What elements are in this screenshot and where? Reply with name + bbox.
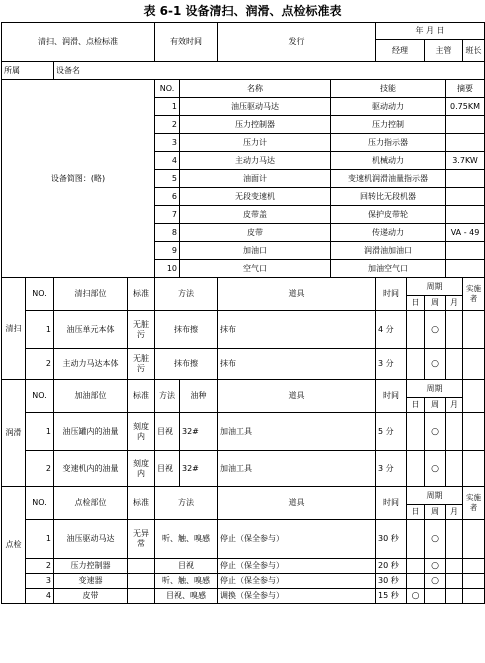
inspection-day-mark: ○ <box>407 589 425 604</box>
inspection-header-method: 方法 <box>155 487 218 520</box>
comp-no: 2 <box>155 116 180 134</box>
cleaning-header-executor: 实施者 <box>463 278 485 311</box>
inspection-executor-cell <box>463 520 485 559</box>
inspection-method: 目视 <box>155 559 218 574</box>
inspection-standard <box>128 559 155 574</box>
cleaning-method: 抹布擦 <box>155 349 218 380</box>
comp-name: 加油口 <box>180 242 331 260</box>
lubrication-header-method: 方法 <box>155 380 180 413</box>
inspection-part: 皮带 <box>54 589 128 604</box>
inspection-executor-cell <box>463 559 485 574</box>
comp-note <box>446 206 485 224</box>
cleaning-standard: 无脏污 <box>128 311 155 349</box>
cleaning-no: 1 <box>26 311 54 349</box>
inspection-tool: 停止（保全参与） <box>218 520 376 559</box>
comp-note: 0.75KM <box>446 98 485 116</box>
inspection-time: 20 秒 <box>376 559 407 574</box>
comp-name: 空气口 <box>180 260 331 278</box>
inspection-header-no: NO. <box>26 487 54 520</box>
lubrication-header-no: NO. <box>26 380 54 413</box>
inspection-header-time: 时间 <box>376 487 407 520</box>
comp-no: 10 <box>155 260 180 278</box>
inspection-header-part: 点检部位 <box>54 487 128 520</box>
cleaning-header-tool: 道具 <box>218 278 376 311</box>
cleaning-no: 2 <box>26 349 54 380</box>
comp-note <box>446 134 485 152</box>
inspection-time: 30 秒 <box>376 574 407 589</box>
inspection-header-month: 月 <box>446 505 463 520</box>
comp-no: 9 <box>155 242 180 260</box>
inspection-no: 2 <box>26 559 54 574</box>
lubrication-month-cell <box>446 451 463 487</box>
cleaning-part: 主动力马达本体 <box>54 349 128 380</box>
comp-no: 3 <box>155 134 180 152</box>
comp-note: 3.7KW <box>446 152 485 170</box>
lubrication-no: 1 <box>26 413 54 451</box>
inspection-executor-cell <box>463 574 485 589</box>
comp-function: 压力指示器 <box>331 134 446 152</box>
lubrication-tool: 加油工具 <box>218 413 376 451</box>
inspection-month-cell <box>446 520 463 559</box>
cleaning-label: 清扫 <box>2 278 26 380</box>
comp-no: 1 <box>155 98 180 116</box>
lubrication-standard: 刻度内 <box>128 413 155 451</box>
comp-function: 保护皮带轮 <box>331 206 446 224</box>
inspection-month-cell <box>446 574 463 589</box>
lubrication-header-oil: 油种 <box>180 380 218 413</box>
comp-name: 压力控制器 <box>180 116 331 134</box>
comp-note <box>446 260 485 278</box>
comp-header-no: NO. <box>155 80 180 98</box>
inspection-part: 变速器 <box>54 574 128 589</box>
comp-function: 传递动力 <box>331 224 446 242</box>
header-leader: 班长 <box>463 40 485 62</box>
inspection-header-day: 日 <box>407 505 425 520</box>
lubrication-no: 2 <box>26 451 54 487</box>
inspection-header-executor: 实施者 <box>463 487 485 520</box>
comp-function: 回转比无段机器 <box>331 188 446 206</box>
cleaning-time: 3 分 <box>376 349 407 380</box>
inspection-header-week: 周 <box>425 505 446 520</box>
cleaning-tool: 抹布 <box>218 311 376 349</box>
cleaning-month-cell <box>446 349 463 380</box>
lubrication-week-mark: ○ <box>425 413 446 451</box>
comp-no: 5 <box>155 170 180 188</box>
cleaning-header-time: 时间 <box>376 278 407 311</box>
comp-header-name: 名称 <box>180 80 331 98</box>
comp-name: 皮带盖 <box>180 206 331 224</box>
header-valid-time: 有效时间 <box>155 23 218 62</box>
comp-no: 8 <box>155 224 180 242</box>
cleaning-time: 4 分 <box>376 311 407 349</box>
lubrication-header-month: 月 <box>446 398 463 413</box>
cleaning-tool: 抹布 <box>218 349 376 380</box>
lubrication-month-cell <box>446 413 463 451</box>
equip-name-label: 设备名 <box>54 62 485 80</box>
comp-function: 变速机润滑油量指示器 <box>331 170 446 188</box>
lubrication-week-mark: ○ <box>425 451 446 487</box>
cleaning-header-no: NO. <box>26 278 54 311</box>
comp-note: VA - 49 <box>446 224 485 242</box>
inspection-part: 压力控制器 <box>54 559 128 574</box>
inspection-week-mark: ○ <box>425 574 446 589</box>
comp-note <box>446 242 485 260</box>
lubrication-part: 变速机内的油量 <box>54 451 128 487</box>
lubrication-part: 油压罐内的油量 <box>54 413 128 451</box>
inspection-label: 点检 <box>2 487 26 604</box>
cleaning-executor-cell <box>463 311 485 349</box>
inspection-time: 15 秒 <box>376 589 407 604</box>
inspection-month-cell <box>446 589 463 604</box>
inspection-tool: 停止（保全参与） <box>218 574 376 589</box>
standard-table <box>1 22 485 604</box>
comp-note <box>446 188 485 206</box>
comp-name: 主动力马达 <box>180 152 331 170</box>
lubrication-header-part: 加油部位 <box>54 380 128 413</box>
lubrication-oil: 32# <box>180 413 218 451</box>
inspection-standard <box>128 574 155 589</box>
comp-function: 机械动力 <box>331 152 446 170</box>
inspection-header-tool: 道具 <box>218 487 376 520</box>
lubrication-method: 目视 <box>155 413 180 451</box>
comp-function: 加油空气口 <box>331 260 446 278</box>
lubrication-time: 5 分 <box>376 413 407 451</box>
lubrication-day-cell <box>407 451 425 487</box>
lubrication-method: 目视 <box>155 451 180 487</box>
cleaning-day-cell <box>407 349 425 380</box>
lubrication-tool: 加油工具 <box>218 451 376 487</box>
inspection-executor-cell <box>463 589 485 604</box>
cleaning-header-method: 方法 <box>155 278 218 311</box>
cleaning-standard: 无脏污 <box>128 349 155 380</box>
inspection-month-cell <box>446 559 463 574</box>
lubrication-header-executor <box>463 380 485 413</box>
inspection-day-mark <box>407 520 425 559</box>
comp-name: 油面计 <box>180 170 331 188</box>
comp-name: 无段变速机 <box>180 188 331 206</box>
inspection-standard: 无异常 <box>128 520 155 559</box>
lubrication-executor-cell <box>463 413 485 451</box>
comp-function: 润滑油加油口 <box>331 242 446 260</box>
inspection-day-mark <box>407 574 425 589</box>
comp-note <box>446 116 485 134</box>
lubrication-header-time: 时间 <box>376 380 407 413</box>
lubrication-oil: 32# <box>180 451 218 487</box>
cleaning-header-period: 周期 <box>407 278 463 296</box>
inspection-no: 1 <box>26 520 54 559</box>
cleaning-header-month: 月 <box>446 296 463 311</box>
cleaning-header-standard: 标准 <box>128 278 155 311</box>
lubrication-day-cell <box>407 413 425 451</box>
header-date: 年 月 日 <box>376 23 485 40</box>
cleaning-executor-cell <box>463 349 485 380</box>
lubrication-header-week: 周 <box>425 398 446 413</box>
inspection-week-mark <box>425 589 446 604</box>
comp-header-note: 摘要 <box>446 80 485 98</box>
header-issue: 发行 <box>218 23 376 62</box>
inspection-header-standard: 标准 <box>128 487 155 520</box>
comp-header-function: 技能 <box>331 80 446 98</box>
cleaning-header-part: 清扫部位 <box>54 278 128 311</box>
inspection-tool: 调换（保全参与） <box>218 589 376 604</box>
comp-note <box>446 170 485 188</box>
inspection-no: 4 <box>26 589 54 604</box>
cleaning-method: 抹布擦 <box>155 311 218 349</box>
header-standard: 清扫、润滑、点检标准 <box>2 23 155 62</box>
cleaning-day-cell <box>407 311 425 349</box>
lubrication-time: 3 分 <box>376 451 407 487</box>
inspection-method: 听、触、嗅感 <box>155 520 218 559</box>
lubrication-label: 润滑 <box>2 380 26 487</box>
inspection-time: 30 秒 <box>376 520 407 559</box>
header-supervisor: 主管 <box>425 40 463 62</box>
cleaning-part: 油压单元本体 <box>54 311 128 349</box>
comp-function: 驱动动力 <box>331 98 446 116</box>
comp-function: 压力控制 <box>331 116 446 134</box>
inspection-no: 3 <box>26 574 54 589</box>
lubrication-header-standard: 标准 <box>128 380 155 413</box>
inspection-standard <box>128 589 155 604</box>
comp-no: 4 <box>155 152 180 170</box>
cleaning-header-day: 日 <box>407 296 425 311</box>
lubrication-header-day: 日 <box>407 398 425 413</box>
comp-no: 7 <box>155 206 180 224</box>
cleaning-week-mark: ○ <box>425 311 446 349</box>
comp-name: 油压驱动马达 <box>180 98 331 116</box>
inspection-method: 听、触、嗅感 <box>155 574 218 589</box>
inspection-week-mark: ○ <box>425 520 446 559</box>
table-title: 表 6-1 设备清扫、润滑、点检标准表 <box>143 4 342 18</box>
lubrication-executor-cell <box>463 451 485 487</box>
cleaning-week-mark: ○ <box>425 349 446 380</box>
inspection-method: 目视、嗅感 <box>155 589 218 604</box>
comp-name: 压力计 <box>180 134 331 152</box>
cleaning-header-week: 周 <box>425 296 446 311</box>
inspection-week-mark: ○ <box>425 559 446 574</box>
lubrication-header-period: 周期 <box>407 380 463 398</box>
inspection-day-mark <box>407 559 425 574</box>
header-manager: 经理 <box>376 40 425 62</box>
comp-no: 6 <box>155 188 180 206</box>
dept-label: 所属 <box>2 62 54 80</box>
inspection-tool: 停止（保全参与） <box>218 559 376 574</box>
diagram-placeholder: 设备简图：(略) <box>2 80 155 278</box>
comp-name: 皮带 <box>180 224 331 242</box>
cleaning-month-cell <box>446 311 463 349</box>
lubrication-standard: 刻度内 <box>128 451 155 487</box>
lubrication-header-tool: 道具 <box>218 380 376 413</box>
inspection-header-period: 周期 <box>407 487 463 505</box>
inspection-part: 油压驱动马达 <box>54 520 128 559</box>
